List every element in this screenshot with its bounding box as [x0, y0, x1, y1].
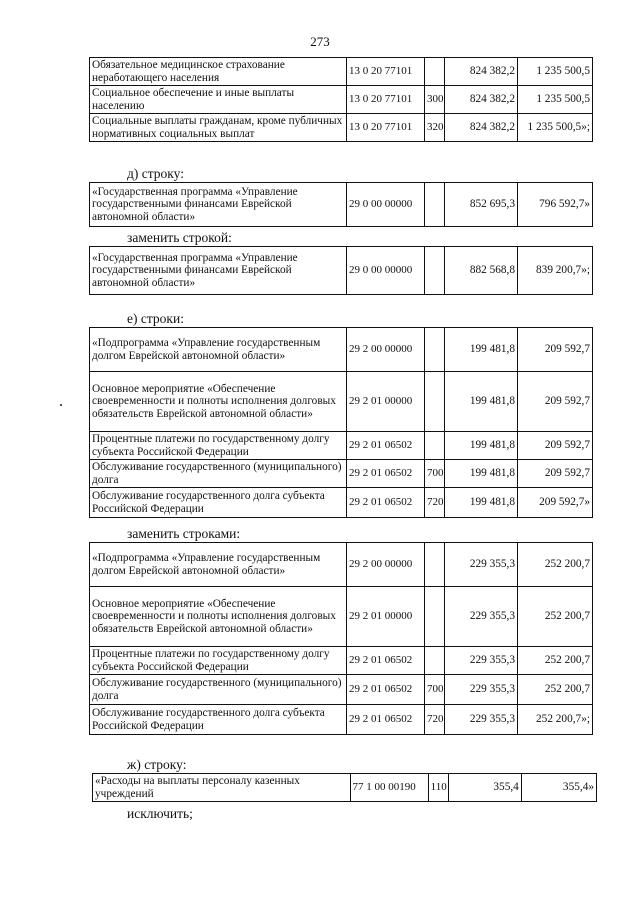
budget-table-zh: [92, 773, 597, 802]
row-name-cell: Процентные платежи по государственному долгу субъекта Российской Федерации: [90, 432, 347, 460]
row-expense-type-cell: 720: [425, 705, 445, 735]
budget-table-top: [89, 57, 593, 142]
table-row: [90, 488, 593, 518]
row-value-2020-cell: 252 200,7: [518, 675, 593, 705]
row-code-cell: 13 0 20 77101: [347, 58, 425, 86]
row-expense-type-cell: 700: [425, 460, 445, 488]
row-value-2019-cell: 882 568,8: [445, 247, 518, 295]
row-code-cell: 13 0 20 77101: [347, 86, 425, 114]
row-value-2020-cell: 1 235 500,5»;: [518, 114, 593, 142]
table-row: [90, 328, 593, 372]
table-row: [90, 675, 593, 705]
table-row: [90, 647, 593, 675]
row-value-2020-cell: 355,4»: [521, 774, 596, 802]
row-code-cell: 29 2 01 06502: [347, 647, 425, 675]
row-value-2019-cell: 229 355,3: [445, 647, 518, 675]
row-code-cell: 29 2 01 06502: [347, 432, 425, 460]
row-expense-type-cell: 700: [425, 675, 445, 705]
row-code-cell: 29 2 01 06502: [347, 675, 425, 705]
row-code-cell: 29 2 01 00000: [347, 372, 425, 432]
row-expense-type-cell: [425, 247, 445, 295]
row-name-cell: «Подпрограмма «Управление государственным долгом Еврейской автономной области»: [90, 543, 347, 587]
heading-e: е) строки:: [127, 311, 184, 326]
table-row: [90, 543, 593, 587]
heading-e-replace: заменить строками:: [127, 526, 241, 541]
row-name-cell: Основное мероприятие «Обеспечение своевременности и полноты исполнения долговых обязательств Еврейской автономной области»: [90, 587, 347, 647]
row-name-cell: «Государственная программа «Управление государственными финансами Еврейской автономной области»: [90, 183, 347, 227]
row-name-cell: Обслуживание государственного (муниципального) долга: [90, 675, 347, 705]
row-expense-type-cell: [425, 328, 445, 372]
row-value-2019-cell: 229 355,3: [445, 675, 518, 705]
row-value-2019-cell: 355,4: [448, 774, 521, 802]
row-value-2020-cell: 209 592,7: [518, 432, 593, 460]
row-value-2019-cell: 824 382,2: [445, 58, 518, 86]
heading-d: д) строку:: [127, 166, 184, 181]
row-value-2020-cell: 252 200,7: [518, 647, 593, 675]
row-expense-type-cell: [425, 543, 445, 587]
row-value-2019-cell: 199 481,8: [445, 372, 518, 432]
row-name-cell: Социальное обеспечение и иные выплаты населению: [90, 86, 347, 114]
row-value-2019-cell: 824 382,2: [445, 86, 518, 114]
page-number: 273: [310, 34, 330, 49]
row-name-cell: Основное мероприятие «Обеспечение своевременности и полноты исполнения долговых обязательств Еврейской автономной области»: [90, 372, 347, 432]
row-code-cell: 29 0 00 00000: [347, 183, 425, 227]
row-expense-type-cell: [425, 372, 445, 432]
row-code-cell: 29 0 00 00000: [347, 247, 425, 295]
row-code-cell: 29 2 01 06502: [347, 460, 425, 488]
row-value-2019-cell: 229 355,3: [445, 705, 518, 735]
row-value-2020-cell: 839 200,7»;: [518, 247, 593, 295]
row-name-cell: Обязательное медицинское страхование неработающего населения: [90, 58, 347, 86]
row-expense-type-cell: [425, 58, 445, 86]
row-value-2020-cell: 252 200,7: [518, 587, 593, 647]
row-name-cell: «Государственная программа «Управление государственными финансами Еврейской автономной области»: [90, 247, 347, 295]
table-row: [90, 460, 593, 488]
row-code-cell: 29 2 00 00000: [347, 328, 425, 372]
row-value-2019-cell: 199 481,8: [445, 328, 518, 372]
row-code-cell: 77 1 00 00190: [350, 774, 428, 802]
budget-table-e-replace: [89, 542, 593, 735]
row-expense-type-cell: 320: [425, 114, 445, 142]
budget-table-d-replace: [89, 246, 593, 295]
scan-speck: [60, 404, 62, 406]
table-row: [90, 247, 593, 295]
row-value-2020-cell: 209 592,7»: [518, 488, 593, 518]
row-value-2020-cell: 209 592,7: [518, 328, 593, 372]
row-value-2020-cell: 209 592,7: [518, 372, 593, 432]
table-row: [90, 432, 593, 460]
row-value-2019-cell: 852 695,3: [445, 183, 518, 227]
row-expense-type-cell: [425, 587, 445, 647]
row-value-2019-cell: 199 481,8: [445, 432, 518, 460]
table-row: [90, 183, 593, 227]
budget-table-e: [89, 327, 593, 518]
row-name-cell: Процентные платежи по государственному долгу субъекта Российской Федерации: [90, 647, 347, 675]
row-value-2019-cell: 199 481,8: [445, 488, 518, 518]
row-name-cell: «Подпрограмма «Управление государственным долгом Еврейской автономной области»: [90, 328, 347, 372]
row-code-cell: 29 2 00 00000: [347, 543, 425, 587]
row-expense-type-cell: [425, 647, 445, 675]
heading-zh: ж) строку:: [127, 757, 187, 772]
row-expense-type-cell: [425, 432, 445, 460]
row-value-2019-cell: 199 481,8: [445, 460, 518, 488]
row-value-2020-cell: 252 200,7»;: [518, 705, 593, 735]
table-row: [90, 58, 593, 86]
row-value-2020-cell: 1 235 500,5: [518, 58, 593, 86]
table-row: [90, 705, 593, 735]
table-row: [90, 372, 593, 432]
row-value-2020-cell: 796 592,7»: [518, 183, 593, 227]
row-value-2019-cell: 229 355,3: [445, 543, 518, 587]
row-expense-type-cell: 300: [425, 86, 445, 114]
table-row: [90, 114, 593, 142]
row-expense-type-cell: [425, 183, 445, 227]
closing-text: исключить;: [127, 806, 193, 821]
table-row: [90, 587, 593, 647]
row-code-cell: 29 2 01 00000: [347, 587, 425, 647]
row-name-cell: Обслуживание государственного (муниципального) долга: [90, 460, 347, 488]
row-code-cell: 29 2 01 06502: [347, 705, 425, 735]
heading-d-replace: заменить строкой:: [127, 230, 232, 245]
row-expense-type-cell: 110: [428, 774, 448, 802]
row-code-cell: 13 0 20 77101: [347, 114, 425, 142]
budget-table-d: [89, 182, 593, 227]
table-row: [90, 86, 593, 114]
row-value-2020-cell: 1 235 500,5: [518, 86, 593, 114]
row-value-2020-cell: 252 200,7: [518, 543, 593, 587]
row-code-cell: 29 2 01 06502: [347, 488, 425, 518]
row-name-cell: Обслуживание государственного долга субъекта Российской Федерации: [90, 488, 347, 518]
row-value-2019-cell: 824 382,2: [445, 114, 518, 142]
row-value-2019-cell: 229 355,3: [445, 587, 518, 647]
row-name-cell: Социальные выплаты гражданам, кроме публичных нормативных социальных выплат: [90, 114, 347, 142]
row-name-cell: «Расходы на выплаты персоналу казенных учреждений: [93, 774, 351, 802]
row-value-2020-cell: 209 592,7: [518, 460, 593, 488]
row-name-cell: Обслуживание государственного долга субъекта Российской Федерации: [90, 705, 347, 735]
row-expense-type-cell: 720: [425, 488, 445, 518]
table-row: [93, 774, 597, 802]
